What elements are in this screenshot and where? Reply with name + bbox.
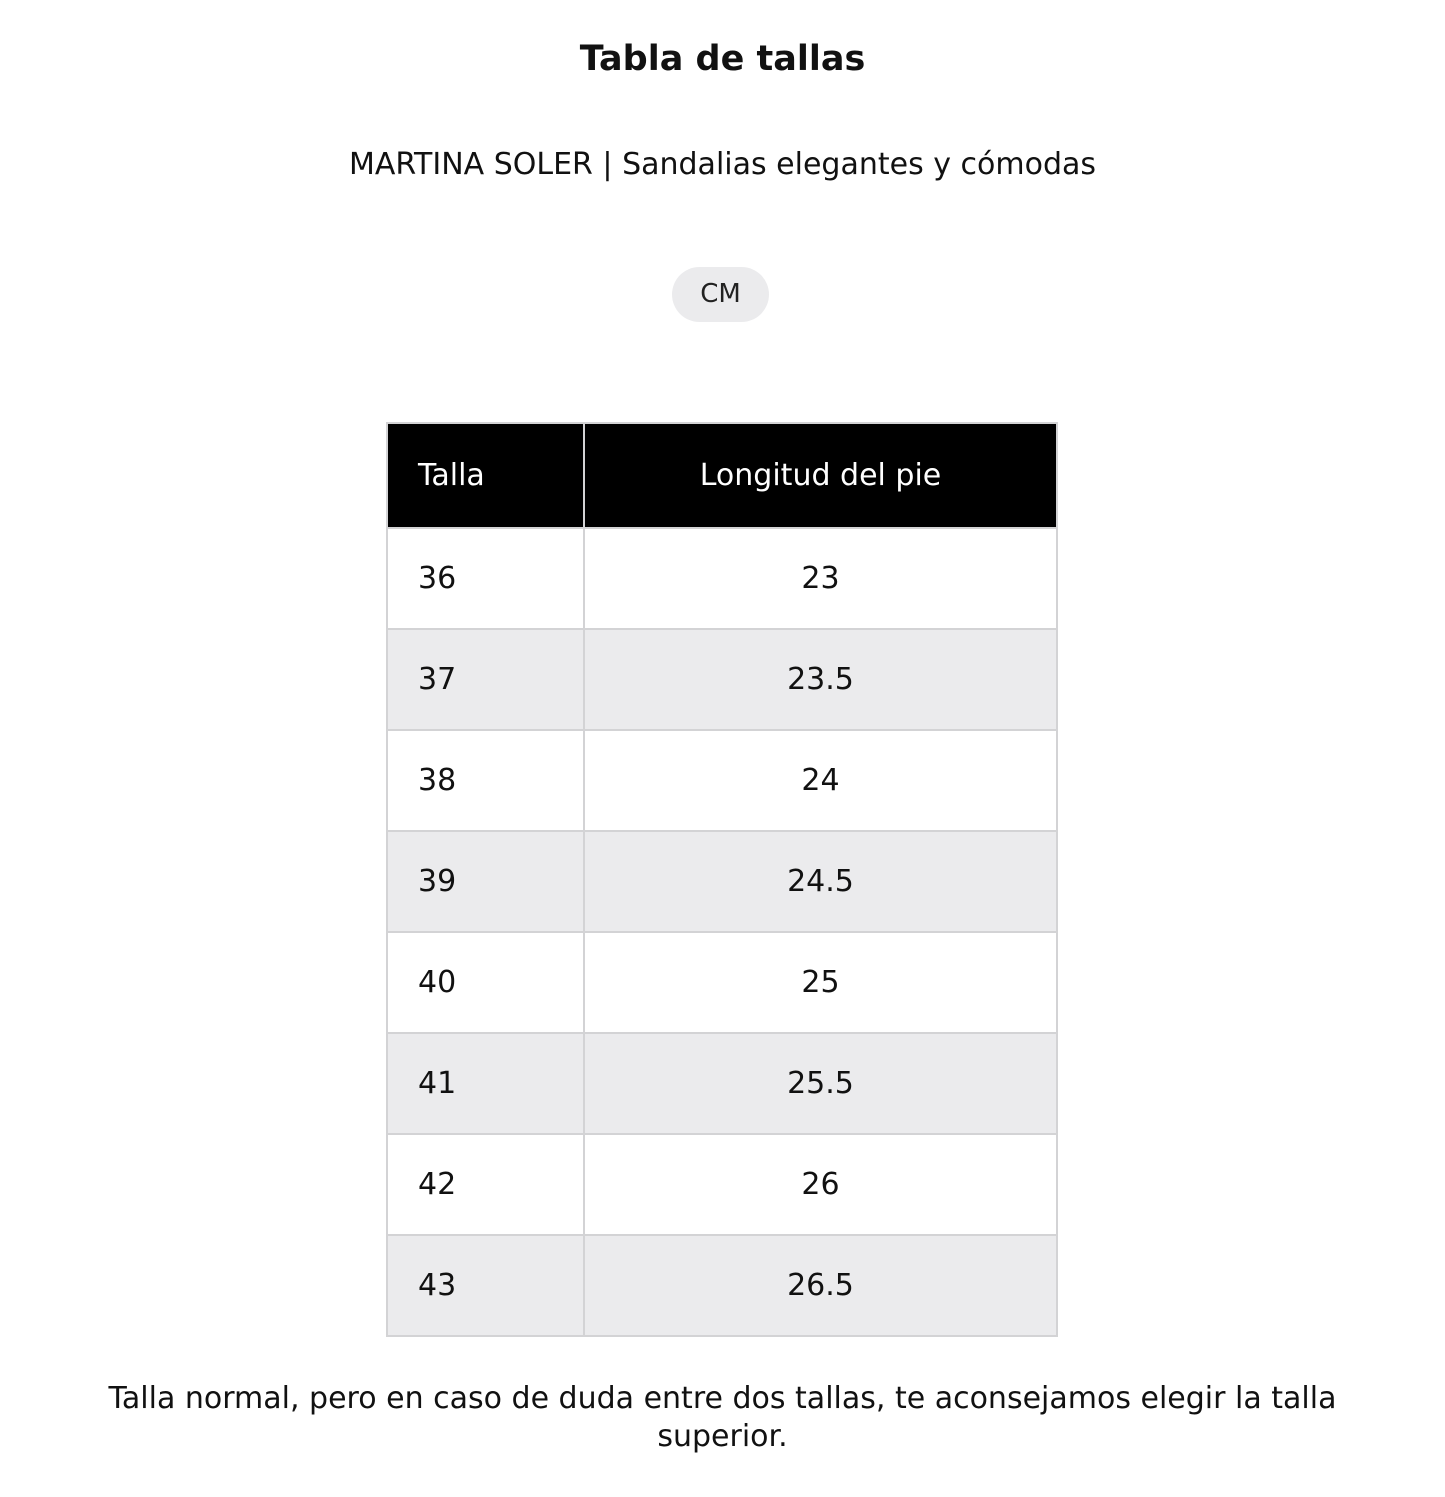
size-chart-table xyxy=(386,422,1058,1337)
product-subtitle: MARTINA SOLER | Sandalias elegantes y cómodas xyxy=(348,147,1097,182)
size-cell: 40 xyxy=(387,932,584,1033)
table-header-row xyxy=(387,423,1057,528)
table-row xyxy=(387,932,1057,1033)
size-cell: 39 xyxy=(387,831,584,932)
table-row xyxy=(387,629,1057,730)
size-cell: 37 xyxy=(387,629,584,730)
foot-length-cell: 24 xyxy=(584,730,1057,831)
foot-length-cell: 25 xyxy=(584,932,1057,1033)
foot-length-cell: 23 xyxy=(584,528,1057,629)
table-row xyxy=(387,1134,1057,1235)
table-row xyxy=(387,528,1057,629)
header-foot-length: Longitud del pie xyxy=(584,423,1057,528)
table-row xyxy=(387,1033,1057,1134)
fit-advice-note: Talla normal, pero en caso de duda entre dos tallas, te aconsejamos elegir la talla superior. xyxy=(108,1381,1337,1454)
foot-length-cell: 23.5 xyxy=(584,629,1057,730)
foot-length-cell: 26.5 xyxy=(584,1235,1057,1336)
foot-length-cell: 25.5 xyxy=(584,1033,1057,1134)
header-size: Talla xyxy=(387,423,584,528)
foot-length-cell: 24.5 xyxy=(584,831,1057,932)
foot-length-cell: 26 xyxy=(584,1134,1057,1235)
size-cell: 43 xyxy=(387,1235,584,1336)
size-cell: 41 xyxy=(387,1033,584,1134)
size-cell: 38 xyxy=(387,730,584,831)
size-cell: 42 xyxy=(387,1134,584,1235)
unit-toggle-cm[interactable]: CM xyxy=(672,267,769,322)
table-row xyxy=(387,1235,1057,1336)
table-row xyxy=(387,730,1057,831)
table-row xyxy=(387,831,1057,932)
size-cell: 36 xyxy=(387,528,584,629)
page-title: Tabla de tallas xyxy=(579,39,866,79)
